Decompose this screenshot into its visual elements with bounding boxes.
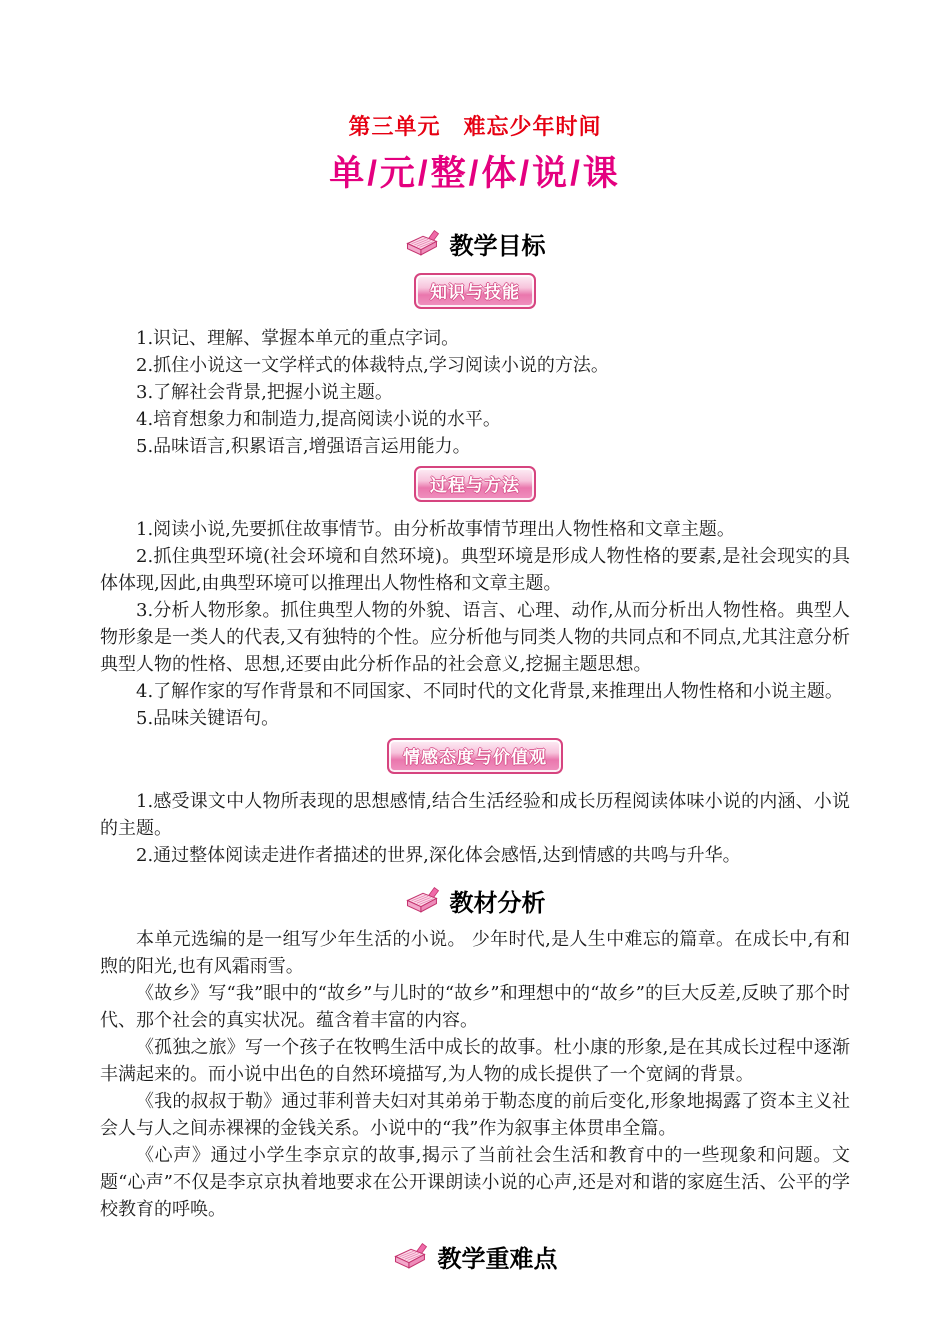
paragraph: 本单元选编的是一组写少年生活的小说。 少年时代,是人生中难忘的篇章。在成长中,有和煦的阳光,也有风霜雨雪。 — [100, 929, 850, 977]
list-knowledge-skills — [100, 325, 850, 460]
list-item: 2.抓住小说这一文学样式的体裁特点,学习阅读小说的方法。 — [136, 355, 609, 376]
main-title: 单/元/整/体/说/课 — [329, 154, 621, 193]
badge-row — [100, 738, 850, 774]
badge-row — [100, 273, 850, 309]
list-item: 2.抓住典型环境(社会环境和自然环境)。典型环境是形成人物性格的要素,是社会现实的具体体现,因此,由典型环境可以推理出人物性格和文章主题。 — [100, 546, 850, 594]
badge-process-method: 过程与方法 — [414, 466, 536, 502]
section-heading-text: 教材分析 — [449, 890, 546, 917]
list-item: 4.培育想象力和制造力,提高阅读小说的水平。 — [136, 409, 501, 430]
list-item: 2.通过整体阅读走进作者描述的世界,深化体会感悟,达到情感的共鸣与升华。 — [136, 845, 741, 866]
notepad-pencil-icon — [405, 228, 441, 259]
notepad-pencil-icon — [405, 885, 441, 916]
section-header-objectives — [100, 226, 850, 261]
badge-emotion-values: 情感态度与价值观 — [387, 738, 563, 774]
list-item: 3.分析人物形象。抓住典型人物的外貌、语言、心理、动作,从而分析出人物性格。典型人物形象是一类人的代表,又有独特的个性。应分析他与同类人物的共同点和不同点,尤其注意分析典型人物的性格、思想,还要由此分析作品的社会意义,挖掘主题思想。 — [100, 600, 850, 675]
badge-row — [100, 466, 850, 502]
unit-title: 第三单元 难忘少年时间 — [348, 114, 602, 139]
paragraph: 《孤独之旅》写一个孩子在牧鸭生活中成长的故事。杜小康的形象,是在其成长过程中逐渐丰满起来的。而小说中出色的自然环境描写,为人物的成长提供了一个宽阔的背景。 — [100, 1037, 850, 1085]
section-heading-text: 教学重难点 — [437, 1246, 558, 1273]
paragraph: 《心声》通过小学生李京京的故事,揭示了当前社会生活和教育中的一些现象和问题。文题“心声”不仅是李京京执着地要求在公开课朗读小说的心声,还是对和谐的家庭生活、公平的学校教育的呼唤。 — [100, 1145, 850, 1220]
material-analysis-paragraphs — [100, 926, 850, 1223]
list-item: 5.品味关键语句。 — [136, 708, 280, 729]
list-item: 4.了解作家的写作背景和不同国家、不同时代的文化背景,来推理出人物性格和小说主题。 — [136, 681, 843, 702]
paragraph: 《故乡》写“我”眼中的“故乡”与儿时的“故乡”和理想中的“故乡”的巨大反差,反映了那个时代、那个社会的真实状况。蕴含着丰富的内容。 — [100, 983, 850, 1031]
list-emotion-values — [100, 788, 850, 869]
notepad-pencil-icon — [393, 1241, 429, 1272]
list-item: 1.阅读小说,先要抓住故事情节。由分析故事情节理出人物性格和文章主题。 — [136, 519, 735, 540]
section-header-material-analysis — [100, 883, 850, 918]
list-item: 1.识记、理解、掌握本单元的重点字词。 — [136, 328, 460, 349]
list-item: 5.品味语言,积累语言,增强语言运用能力。 — [136, 436, 471, 457]
badge-knowledge-skills: 知识与技能 — [414, 273, 536, 309]
section-header-key-difficulties — [100, 1239, 850, 1274]
list-item: 1.感受课文中人物所表现的思想感情,结合生活经验和成长历程阅读体味小说的内涵、小说的主题。 — [100, 791, 850, 839]
list-item: 3.了解社会背景,把握小说主题。 — [136, 382, 393, 403]
paragraph: 《我的叔叔于勒》通过菲利普夫妇对其弟弟于勒态度的前后变化,形象地揭露了资本主义社会人与人之间赤裸裸的金钱关系。小说中的“我”作为叙事主体贯串全篇。 — [100, 1091, 850, 1139]
section-heading-text: 教学目标 — [449, 233, 546, 260]
list-process-method — [100, 516, 850, 732]
